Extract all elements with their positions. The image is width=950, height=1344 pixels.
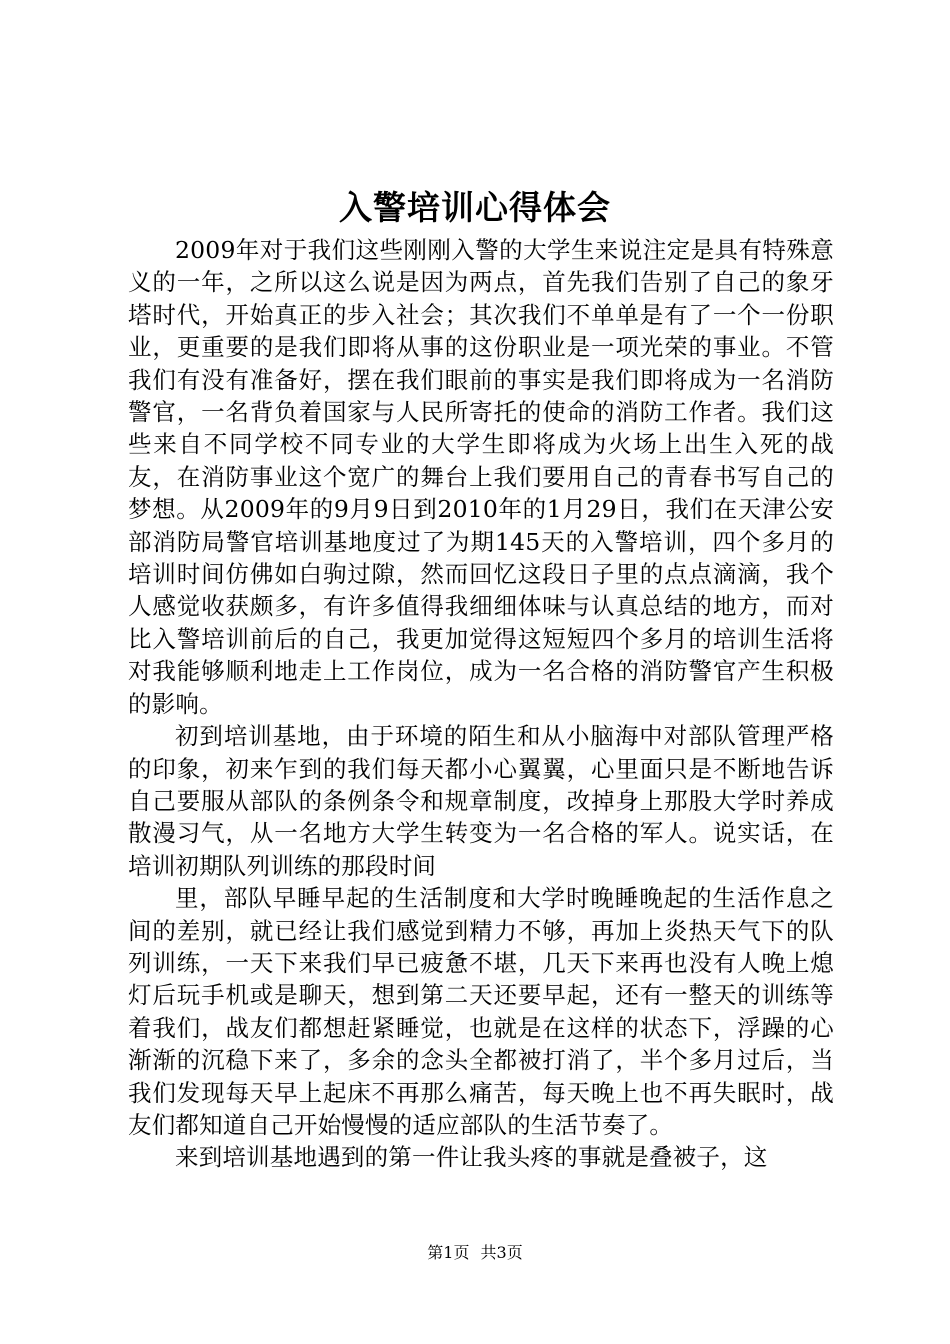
page-total: 共3页 (480, 1243, 523, 1262)
document-body (128, 234, 834, 1174)
paragraph: 2009年对于我们这些刚刚入警的大学生来说注定是具有特殊意义的一年，之所以这么说是因为两点，首先我们告别了自己的象牙塔时代，开始真正的步入社会；其次我们不单单是有了一个一份职业，更重要的是我们即将从事的这份职业是一项光荣的事业。不管我们有没有准备好，摆在我们眼前的事实是我们即将成为一名消防警官，一名背负着国家与人民所寄托的使命的消防工作者。我们这些来自不同学校不同专业的大学生即将成为火场上出生入死的战友，在消防事业这个宽广的舞台上我们要用自己的青春书写自己的梦想。从2009年的9月9日到2010年的1月29日，我们在天津公安部消防局警官培训基地度过了为期145天的入警培训，四个多月的培训时间仿佛如白驹过隙，然而回忆这段日子里的点点滴滴，我个人感觉收获颇多，有许多值得我细细体味与认真总结的地方，而对比入警培训前后的自己，我更加觉得这短短四个多月的培训生活将对我能够顺利地走上工作岗位，成为一名合格的消防警官产生积极的影响。 (128, 236, 834, 718)
document-title: 入警培训心得体会 (339, 188, 611, 227)
paragraph: 来到培训基地遇到的第一件让我头疼的事就是叠被子，这 (175, 1143, 768, 1172)
page-footer (0, 1242, 950, 1264)
page-number: 第1页 (427, 1243, 470, 1262)
paragraph: 里，部队早睡早起的生活制度和大学时晚睡晚起的生活作息之间的差别，就已经让我们感觉到精力不够，再加上炎热天气下的队列训练，一天下来我们早已疲惫不堪，几天下来再也没有人晚上熄灯后玩手机或是聊天，想到第二天还要早起，还有一整天的训练等着我们，战友们都想赶紧睡觉，也就是在这样的状态下，浮躁的心渐渐的沉稳下来了，多余的念头全都被打消了，半个多月过后，当我们发现每天早上起床不再那么痛苦，每天晚上也不再失眠时，战友们都知道自己开始慢慢的适应部队的生活节奏了。 (128, 884, 834, 1139)
paragraph: 初到培训基地，由于环境的陌生和从小脑海中对部队管理严格的印象，初来乍到的我们每天都小心翼翼，心里面只是不断地告诉自己要服从部队的条例条令和规章制度，改掉身上那股大学时养成散漫习气，从一名地方大学生转变为一名合格的军人。说实话，在培训初期队列训练的那段时间 (128, 722, 834, 880)
